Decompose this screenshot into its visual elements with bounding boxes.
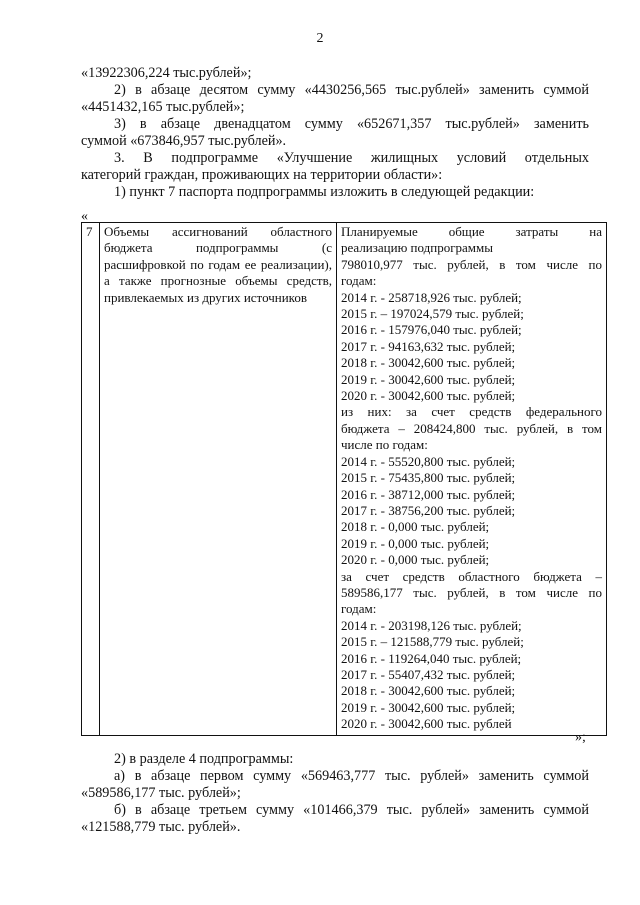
value-line: 2017 г. - 55407,432 тыс. рублей; — [341, 666, 516, 682]
value-line: 798010,977 тыс. рублей, в том числе по — [341, 256, 602, 272]
text-line: «121588,779 тыс. рублей». — [81, 819, 241, 835]
value-line: 589586,177 тыс. рублей, в том числе по — [341, 584, 602, 600]
text-line: б) в абзаце третьем сумму «101466,379 тыс. рублей» заменить суммой — [114, 802, 589, 818]
text-line: «4451432,165 тыс.рублей»; — [81, 99, 245, 115]
page-number: 2 — [316, 31, 324, 46]
value-line: 2018 г. - 30042,600 тыс. рублей; — [341, 355, 516, 371]
text-line: категорий граждан, проживающих на территории области»: — [81, 167, 443, 183]
value-line: 2020 г. - 0,000 тыс. рублей; — [341, 552, 490, 568]
row-value — [337, 223, 607, 736]
value-line: 2016 г. - 157976,040 тыс. рублей; — [341, 322, 522, 338]
text-line: 3) в абзаце двенадцатом сумму «652671,357 тыс.рублей» заменить — [114, 116, 589, 132]
value-line: 2015 г. – 121588,779 тыс. рублей; — [341, 634, 524, 650]
value-line: 2017 г. - 94163,632 тыс. рублей; — [341, 338, 516, 354]
row-label: Объемы ассигнований областного бюджета подпрограммы (с расшифровкой по годам ее реализации), а также прогнозные объемы средств, привлекаемых из других источников — [100, 223, 337, 736]
value-line: 2015 г. – 197024,579 тыс. рублей; — [341, 306, 524, 322]
value-line: 2017 г. - 38756,200 тыс. рублей; — [341, 502, 516, 518]
value-line: 2015 г. - 75435,800 тыс. рублей; — [341, 470, 516, 486]
text-line: 2) в абзаце десятом сумму «4430256,565 тыс.рублей» заменить суммой — [114, 82, 589, 98]
text-line: «13922306,224 тыс.рублей»; — [81, 65, 252, 81]
value-line: 2018 г. - 0,000 тыс. рублей; — [341, 519, 490, 535]
value-line: числе по годам: — [341, 437, 428, 453]
text-line: 3. В подпрограмме «Улучшение жилищных условий отдельных — [114, 150, 589, 166]
value-line: за счет средств областного бюджета – — [341, 568, 602, 584]
table-row — [82, 223, 607, 736]
text-line: «589586,177 тыс. рублей»; — [81, 785, 241, 801]
amendments-top — [81, 65, 589, 201]
passport-table — [81, 222, 607, 736]
value-line: 2014 г. - 55520,800 тыс. рублей; — [341, 453, 516, 469]
value-line: 2014 г. - 203198,126 тыс. рублей; — [341, 617, 522, 633]
value-line: 2019 г. - 30042,600 тыс. рублей; — [341, 699, 516, 715]
text-line: 2) в разделе 4 подпрограммы: — [114, 751, 294, 767]
value-line: Планируемые общие затраты на — [341, 224, 602, 239]
value-line: 2020 г. - 30042,600 тыс. рублей; — [341, 388, 516, 404]
amendments-bottom — [81, 751, 589, 836]
value-line: 2020 г. - 30042,600 тыс. рублей — [341, 716, 512, 732]
value-line: годам: — [341, 601, 377, 617]
value-line: 2019 г. - 30042,600 тыс. рублей; — [341, 371, 516, 387]
value-line: годам: — [341, 273, 377, 289]
value-line: 2018 г. - 30042,600 тыс. рублей; — [341, 683, 516, 699]
value-line: 2016 г. - 119264,040 тыс. рублей; — [341, 650, 522, 666]
opening-quote: « — [81, 209, 88, 224]
text-line: 1) пункт 7 паспорта подпрограммы изложить в следующей редакции: — [114, 184, 535, 200]
row-number: 7 — [82, 223, 100, 736]
value-line: бюджета – 208424,800 тыс. рублей, в том — [341, 420, 602, 436]
value-line: реализацию подпрограммы — [341, 240, 493, 256]
value-line: 2016 г. - 38712,000 тыс. рублей; — [341, 486, 516, 502]
value-line: 2019 г. - 0,000 тыс. рублей; — [341, 535, 490, 551]
text-line: суммой «673846,957 тыс.рублей». — [81, 133, 287, 149]
text-line: а) в абзаце первом сумму «569463,777 тыс. рублей» заменить суммой — [114, 768, 589, 784]
value-line: из них: за счет средств федерального — [341, 404, 602, 420]
value-line: 2014 г. - 258718,926 тыс. рублей; — [341, 289, 522, 305]
closing-quote: »; — [575, 730, 586, 745]
